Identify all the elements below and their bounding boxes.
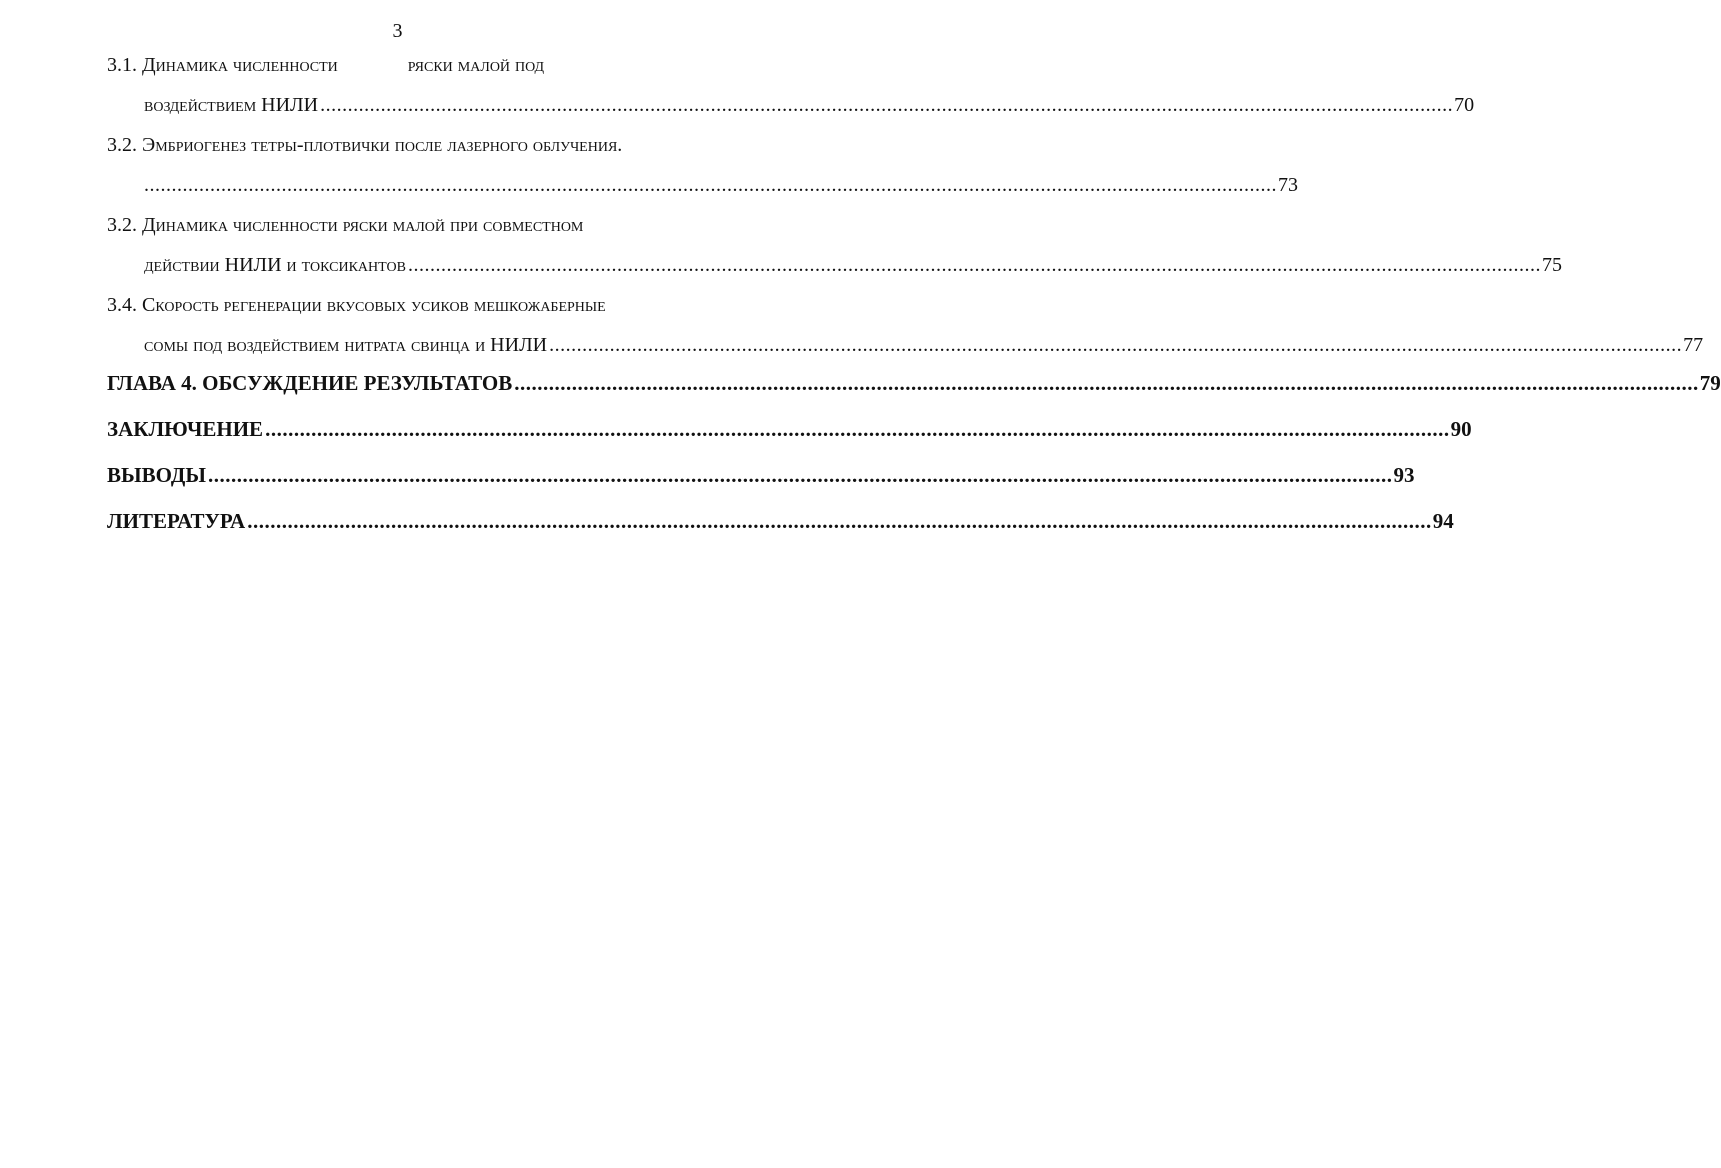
toc-chapter-title: ГЛАВА 4. ОБСУЖДЕНИЕ РЕЗУЛЬТАТОВ [107, 371, 513, 395]
toc-chapter-findings[interactable] [107, 463, 1415, 487]
table-of-contents [107, 53, 1721, 533]
toc-page-number: 70 [1454, 94, 1475, 116]
toc-page-number: 93 [1393, 463, 1415, 487]
dot-leader [320, 93, 1453, 117]
toc-chapter-title: ВЫВОДЫ [107, 463, 206, 487]
toc-entry-continuation-line [107, 93, 1475, 117]
toc-chapter-line [107, 371, 1721, 395]
toc-page-number: 77 [1683, 334, 1704, 356]
toc-entry-continuation-line [107, 253, 1562, 277]
toc-entry-title-line [107, 213, 739, 237]
toc-chapter-title: ЗАКЛЮЧЕНИЕ [107, 417, 264, 441]
toc-entry-title-line [107, 293, 739, 317]
toc-entry-3-4[interactable] [107, 293, 1704, 357]
toc-entry-continuation-line [107, 173, 1298, 197]
toc-chapter-4[interactable] [107, 371, 1721, 395]
dot-leader [265, 417, 1450, 441]
toc-entry-continuation: воздействием НИЛИ [144, 94, 319, 116]
toc-entry-continuation: действии НИЛИ и токсикантов [144, 254, 406, 276]
dot-leader [208, 463, 1393, 487]
toc-page-number: 94 [1432, 509, 1454, 533]
dot-leader [514, 371, 1699, 395]
toc-entry-3-2-embryogenesis[interactable] [107, 133, 1298, 197]
page-number: 3 [392, 20, 403, 42]
toc-entry-title: 3.4. Скорость регенерации вкусовых усиков мешкожаберные [107, 294, 606, 316]
toc-entry-continuation: сомы под воздействием нитрата свинца и НИЛИ [144, 334, 548, 356]
dot-leader [247, 509, 1432, 533]
toc-chapter-conclusion[interactable] [107, 417, 1472, 441]
toc-chapter-line [107, 463, 1415, 487]
toc-entry-title-line [107, 133, 739, 157]
toc-entry-3-1[interactable] [107, 53, 1475, 117]
toc-entry-title: 3.2. Эмбриогенез тетры-плотвички после лазерного облучения. [107, 134, 623, 156]
toc-chapter-literature[interactable] [107, 509, 1454, 533]
toc-chapter-line [107, 417, 1472, 441]
toc-entry-title-cont: ряски малой под [407, 54, 545, 76]
toc-entry-title-line [107, 53, 739, 77]
toc-page-number: 75 [1541, 254, 1562, 276]
toc-entry-title: 3.2. Динамика численности ряски малой при совместном [107, 214, 584, 236]
toc-chapter-line [107, 509, 1454, 533]
toc-entry-title: 3.1. Динамика численности [107, 54, 338, 76]
dot-leader [144, 173, 1277, 197]
dot-leader [408, 253, 1541, 277]
toc-page-number: 79 [1699, 371, 1721, 395]
toc-page-number: 73 [1278, 174, 1298, 196]
toc-entry-continuation-line [107, 333, 1704, 357]
toc-entry-3-2-duckweed[interactable] [107, 213, 1562, 277]
toc-chapter-title: ЛИТЕРАТУРА [107, 509, 246, 533]
dot-leader [549, 333, 1682, 357]
toc-page-number: 90 [1450, 417, 1472, 441]
